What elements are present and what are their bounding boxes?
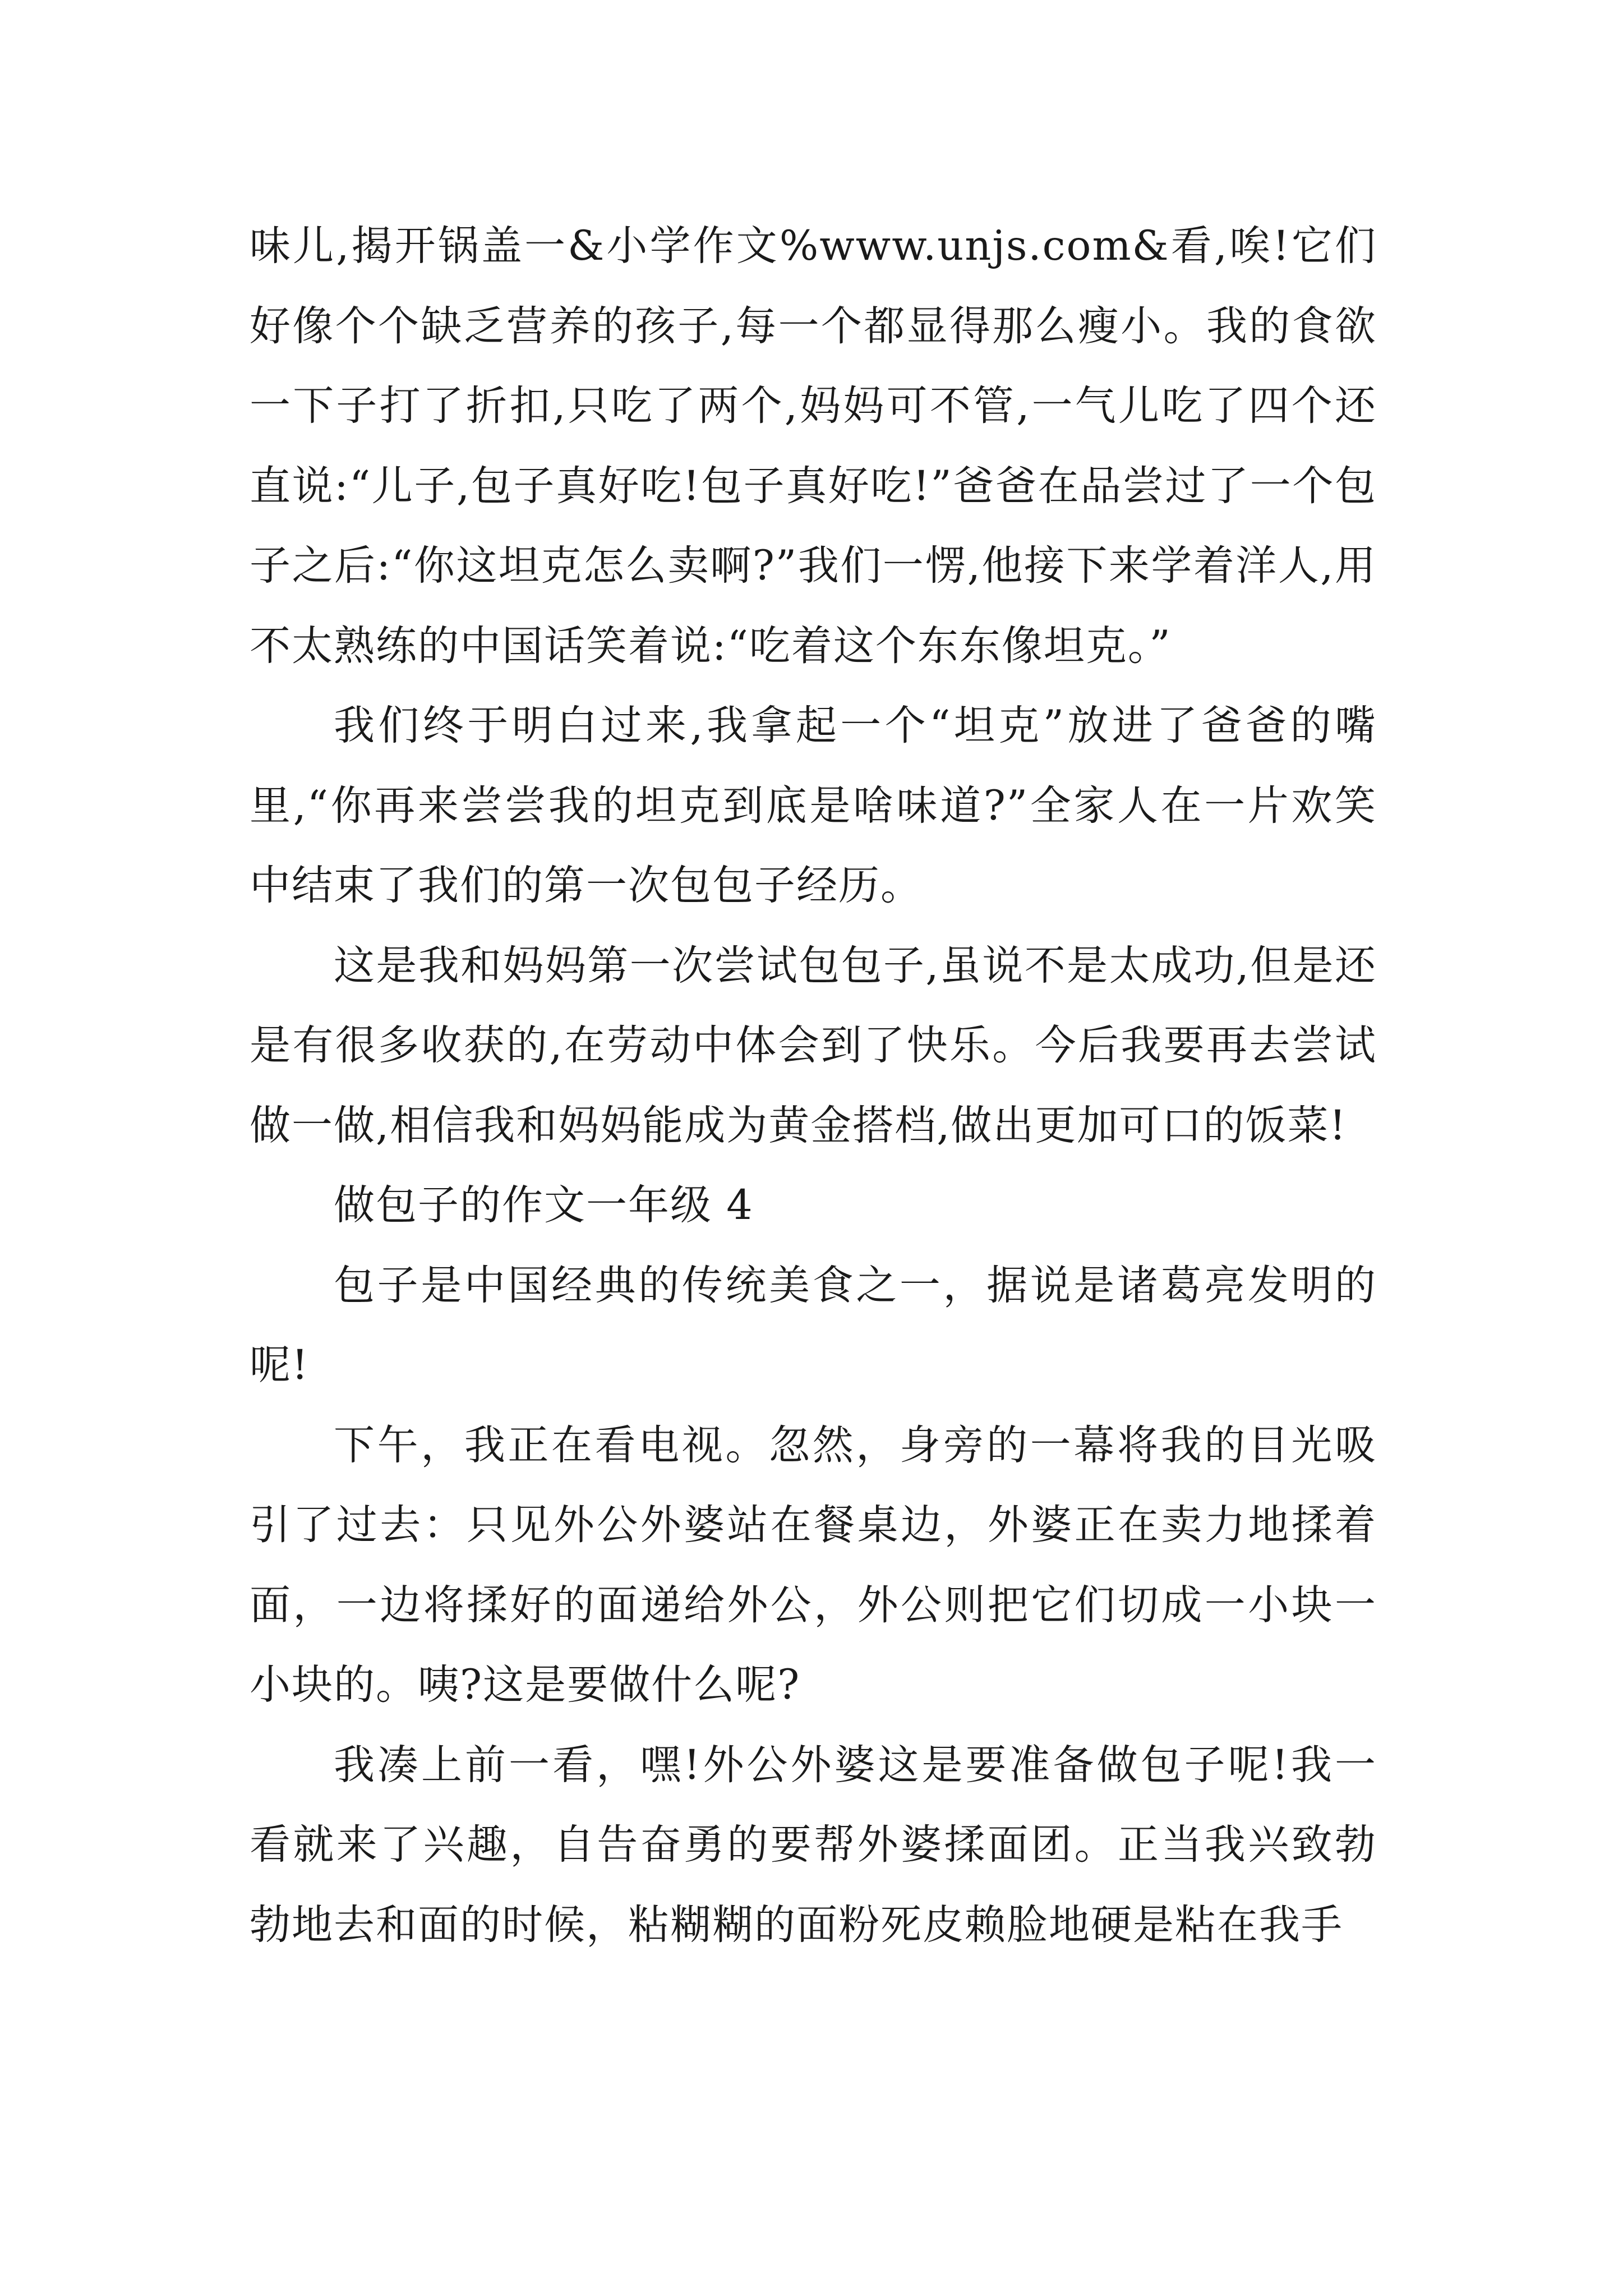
paragraph: 这是我和妈妈第一次尝试包包子,虽说不是太成功,但是还是有很多收获的,在劳动中体会到了快乐。今后我要再去尝试做一做,相信我和妈妈能成为黄金搭档,做出更加可口的饭菜! bbox=[250, 941, 1377, 1149]
essay-heading: 做包子的作文一年级 4 bbox=[334, 1181, 754, 1229]
paragraph: 我们终于明白过来,我拿起一个“坦克”放进了爸爸的嘴里,“你再来尝尝我的坦克到底是啥味道?”全家人在一片欢笑中结束了我们的第一次包包子经历。 bbox=[250, 702, 1377, 909]
paragraph: 包子是中国经典的传统美食之一，据说是诸葛亮发明的呢! bbox=[250, 1261, 1377, 1389]
paragraph: 下午，我正在看电视。忽然，身旁的一幕将我的目光吸引了过去：只见外公外婆站在餐桌边，外婆正在卖力地揉着面，一边将揉好的面递给外公，外公则把它们切成一小块一小块的。咦?这是要做什么呢? bbox=[250, 1421, 1377, 1709]
paragraph-continued: 味儿,揭开锅盖一&小学作文%www.unjs.com&看,唉!它们好像个个缺乏营养的孩子,每一个都显得那么瘦小。我的食欲一下子打了折扣,只吃了两个,妈妈可不管,一气儿吃了四个还直说:“儿子,包子真好吃!包子真好吃!”爸爸在品尝过了一个包子之后:“你这坦克怎么卖啊?”我们一愣,他接下来学着洋人,用不太熟练的中国话笑着说:“吃着这个东东像坦克。” bbox=[250, 222, 1377, 670]
paragraph: 我凑上前一看，嘿!外公外婆这是要准备做包子呢!我一看就来了兴趣，自告奋勇的要帮外婆揉面团。正当我兴致勃勃地去和面的时候，粘糊糊的面粉死皮赖脸地硬是粘在我手 bbox=[250, 1741, 1377, 1949]
essay-body bbox=[250, 206, 1377, 1965]
